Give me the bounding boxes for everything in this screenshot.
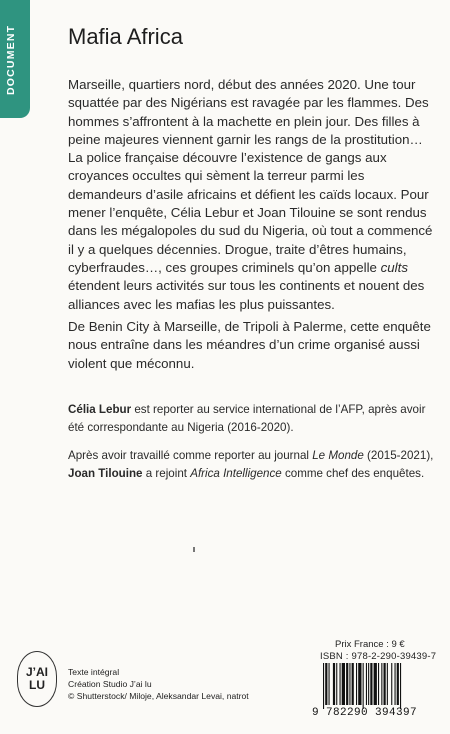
summary-1-part-2: étendent leurs activités sur tous les continents et nouent des alliances avec les mafias les plus puissantes. bbox=[68, 278, 425, 312]
barcode-bar bbox=[400, 663, 401, 709]
barcode-bar bbox=[384, 663, 386, 705]
barcode-bar bbox=[356, 663, 357, 705]
summary-paragraph-1 bbox=[68, 76, 433, 314]
credits-line-2: Création Studio J’ai lu bbox=[68, 679, 152, 689]
barcode-bar bbox=[374, 663, 377, 705]
barcode-bar bbox=[336, 663, 337, 705]
author-bio-joan-tilouine bbox=[68, 447, 440, 482]
barcode-bar bbox=[325, 663, 327, 705]
summary-2-part-0: De Benin City à Marseille, de Tripoli à Palerme, cette enquête nous entraîne dans les méandres d’un crime organisé aussi violent que méconnu. bbox=[68, 319, 431, 371]
barcode-bar bbox=[329, 663, 330, 705]
barcode-bar bbox=[378, 663, 379, 705]
barcode-bar bbox=[346, 663, 348, 705]
category-label: DOCUMENT bbox=[5, 24, 17, 96]
barcode-bar bbox=[363, 663, 364, 709]
book-title: Mafia Africa bbox=[68, 24, 183, 49]
category-tab bbox=[0, 0, 30, 118]
credits-line-1: Texte intégral bbox=[68, 667, 120, 677]
barcode-bar bbox=[323, 663, 324, 709]
bio-2-part-0: Après avoir travaillé comme reporter au journal bbox=[68, 449, 313, 462]
bio-2-part-5: Africa Intelligence bbox=[190, 466, 282, 480]
barcode-bar bbox=[342, 663, 345, 705]
barcode-bar bbox=[366, 663, 367, 705]
bio-2-part-3: Joan Tilouine bbox=[68, 466, 143, 480]
barcode-bar bbox=[349, 663, 350, 705]
barcode-digits: 9 782290 394397 bbox=[312, 707, 418, 719]
bio-2-part-1: Le Monde bbox=[312, 449, 364, 462]
bio-2-part-6: comme chef des enquêtes. bbox=[281, 466, 425, 480]
logo-line-1: J’AI bbox=[25, 665, 48, 679]
summary-1-part-1: cults bbox=[380, 259, 408, 275]
barcode-bar bbox=[333, 663, 335, 705]
barcode-bar bbox=[352, 663, 354, 705]
bio-2-part-2: (2015-2021), bbox=[363, 449, 434, 462]
barcode-bar bbox=[397, 663, 399, 705]
barcode-bar bbox=[387, 663, 388, 705]
isbn-label: ISBN : 978-2-290-39439-7 bbox=[320, 651, 437, 662]
credits-line-3: © Shutterstock/ Miloje, Aleksandar Levai, natrot bbox=[68, 691, 249, 701]
decorative-mark bbox=[193, 547, 195, 552]
price-label: Prix France : 9 € bbox=[335, 639, 405, 650]
barcode-bar bbox=[358, 663, 361, 705]
logo-line-2: LU bbox=[29, 678, 45, 692]
barcode-bar bbox=[368, 663, 369, 705]
bio-1-part-0: Célia Lebur bbox=[68, 403, 132, 416]
barcode-bar bbox=[340, 663, 341, 705]
summary-paragraph-2 bbox=[68, 318, 433, 373]
credits-block bbox=[68, 666, 249, 702]
barcode-image bbox=[323, 663, 435, 709]
barcode-bar bbox=[395, 663, 396, 705]
barcode-bar bbox=[370, 663, 372, 705]
barcode-bar bbox=[391, 663, 392, 705]
publisher-logo bbox=[17, 651, 57, 707]
bio-2-part-4: a rejoint bbox=[142, 466, 191, 480]
summary-1-part-0: Marseille, quartiers nord, début des années 2020. Une tour squattée par des Nigérians est ravagée par les flammes. Des hommes s’affrontent à la machette en plein jour. Des filles à peine majeures viennent garnir les rangs de la prostitution… La police française découvre l’existence de gangs aux croyances occultes qui sèment la terreur parmi les demandeurs d’asile africains et défient les caïds locaux. Pour mener l’enquête, Célia Lebur et Joan Tilouine se sont rendus dans les mégalopoles du sud du Nigeria, où tout a commencé il y a quelques décennies. Drogue, traite d’êtres humains, cyberfraudes…, ces groupes criminels qu’on appelle bbox=[68, 77, 433, 275]
bio-1-part-1: est reporter au service international de l’AFP, après avoir été correspondante au Nigeria (2016-2020). bbox=[68, 403, 426, 434]
author-bio-celia-lebur bbox=[68, 401, 440, 436]
barcode-bar bbox=[381, 663, 382, 705]
